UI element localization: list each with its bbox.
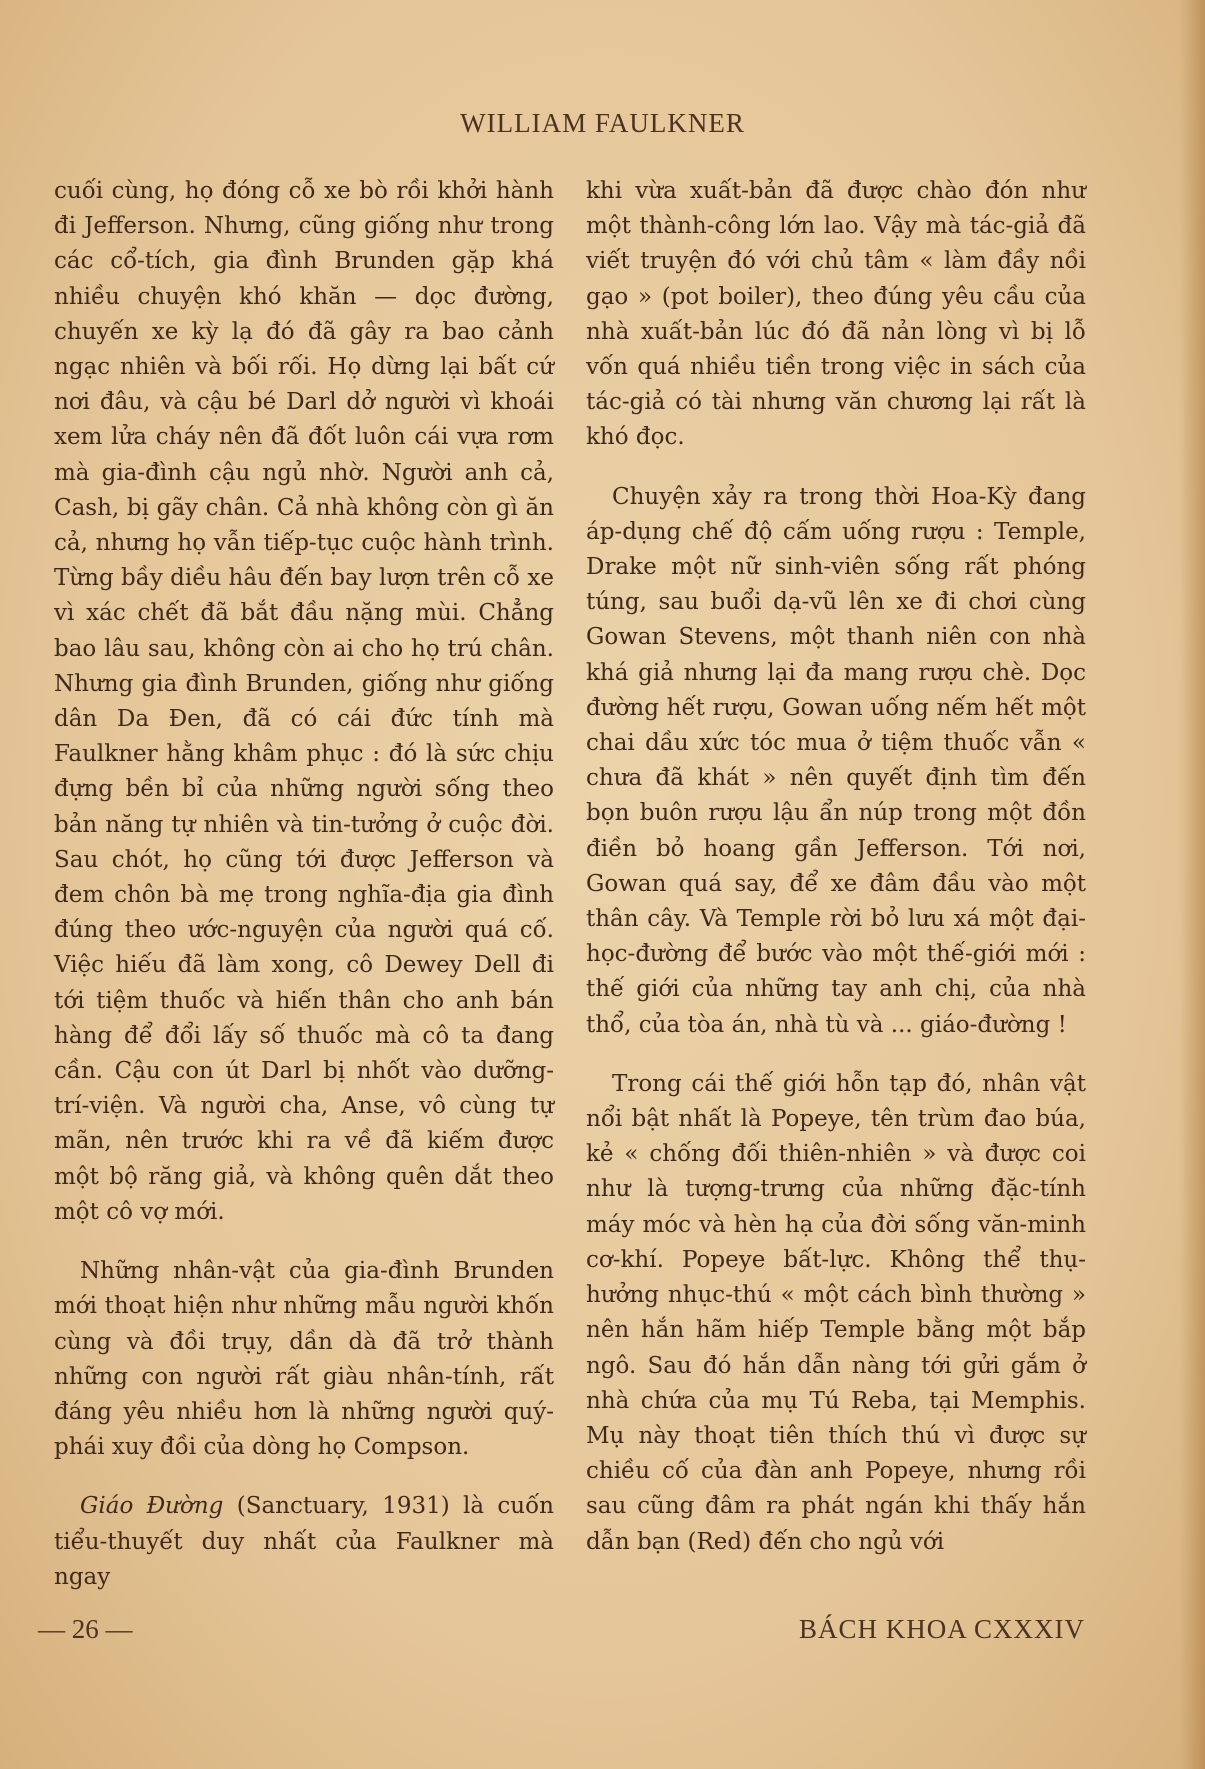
paragraph: Trong cái thế giới hỗn tạp đó, nhân vật nổi bật nhất là Popeye, tên trùm đao búa, kẻ « chống đối thiên-nhiên » và được coi như là tượng-trưng của những đặc-tính máy móc và hèn hạ của đời sống văn-minh cơ-khí. Popeye bất-lực. Không thể thụ-hưởng nhục-thú « một cách bình thường » nên hắn hãm hiếp Temple bằng một bắp ngô. Sau đó hắn dẫn nàng tới gửi gắm ở nhà chứa của mụ Tú Reba, tại Memphis. Mụ này thoạt tiên thích thú vì được sự chiều cố của đàn anh Popeye, nhưng rồi sau cũng đâm ra phát ngán khi thấy hắn dẫn bạn (Red) đến cho ngủ với (586, 1070, 1086, 1555)
page-number: — 26 — (38, 1614, 133, 1644)
paragraph: khi vừa xuất-bản đã được chào đón như một thành-công lớn lao. Vậy mà tác-giả đã viết truyện đó với chủ tâm « làm đầy nồi gạo » (pot boiler), theo đúng yêu cầu của nhà xuất-bản lúc đó đã nản lòng vì bị lỗ vốn quá nhiều tiền trong việc in sách của tác-giả có tài nhưng văn chương lại rất là khó đọc. (586, 178, 1086, 451)
running-head: WILLIAM FAULKNER (460, 108, 745, 138)
paragraph-text: (Sanctuary, 1931) là cuốn tiểu-thuyết duy nhất của Faulkner mà ngay (54, 1493, 554, 1590)
paragraph: Những nhân-vật của gia-đình Brunden mới thoạt hiện như những mẫu người khốn cùng và đồi trụy, dần dà đã trở thành những con người rất giàu nhân-tính, rất đáng yêu nhiều hơn là những người quý-phái xuy đồi của dòng họ Compson. (54, 1258, 554, 1461)
page-edge-shadow (1179, 0, 1205, 1769)
book-title: Giáo Đường (80, 1493, 224, 1520)
paragraph: cuối cùng, họ đóng cỗ xe bò rồi khởi hành đi Jefferson. Nhưng, cũng giống như trong các cổ-tích, gia đình Brunden gặp khá nhiều chuyện khó khăn — dọc đường, chuyến xe kỳ lạ đó đã gây ra bao cảnh ngạc nhiên và bối rối. Họ dừng lại bất cứ nơi đâu, và cậu bé Darl dở người vì khoái xem lửa cháy nên đã đốt luôn cái vựa rơm mà gia-đình cậu ngủ nhờ. Người anh cả, Cash, bị gãy chân. Cả nhà không còn gì ăn cả, nhưng họ vẫn tiếp-tục cuộc hành trình. Từng bầy diều hâu đến bay lượn trên cỗ xe vì xác chết đã bắt đầu nặng mùi. Chẳng bao lâu sau, không còn ai cho họ trú chân. Nhưng gia đình Brunden, giống như giống dân Da Đen, đã có cái đức tính mà Faulkner hằng khâm phục : đó là sức chịu đựng bền bỉ của những người sống theo bản năng tự nhiên và tin-tưởng ở cuộc đời. Sau chót, họ cũng tới được Jefferson và đem chôn bà mẹ trong nghĩa-địa gia đình đúng theo ước-nguyện của người quá cố. Việc hiếu đã làm xong, cô Dewey Dell đi tới tiệm thuốc và hiến thân cho anh bán hàng để đổi lấy số thuốc mà cô ta đang cần. Cậu con út Darl bị nhốt vào dưỡng-trí-viện. Và người cha, Anse, vô cùng tự mãn, nên trước khi ra về đã kiếm được một bộ răng giả, và không quên dắt theo một cô vợ mới. (54, 178, 554, 1225)
right-column (586, 174, 1086, 1560)
paragraph: Chuyện xảy ra trong thời Hoa-Kỳ đang áp-dụng chế độ cấm uống rượu : Temple, Drake một nữ sinh-viên sống rất phóng túng, sau buổi dạ-vũ lên xe đi chơi cùng Gowan Stevens, một thanh niên con nhà khá giả nhưng lại đa mang rượu chè. Dọc đường hết rượu, Gowan uống nếm hết một chai dầu xức tóc mua ở tiệm thuốc vẫn « chưa đã khát » nên quyết định tìm đến bọn buôn rượu lậu ẩn núp trong một đồn điền bỏ hoang gần Jefferson. Tới nơi, Gowan quá say, để xe đâm đầu vào một thân cây. Và Temple rời bỏ lưu xá một đại-học-đường để bước vào một thế-giới mới : thế giới của những tay anh chị, của nhà thổ, của tòa án, nhà tù và ... giáo-đường ! (586, 483, 1086, 1038)
left-column (54, 174, 554, 1595)
paragraph (54, 1489, 554, 1595)
publication-footer: BÁCH KHOA CXXXIV (798, 1614, 1085, 1644)
